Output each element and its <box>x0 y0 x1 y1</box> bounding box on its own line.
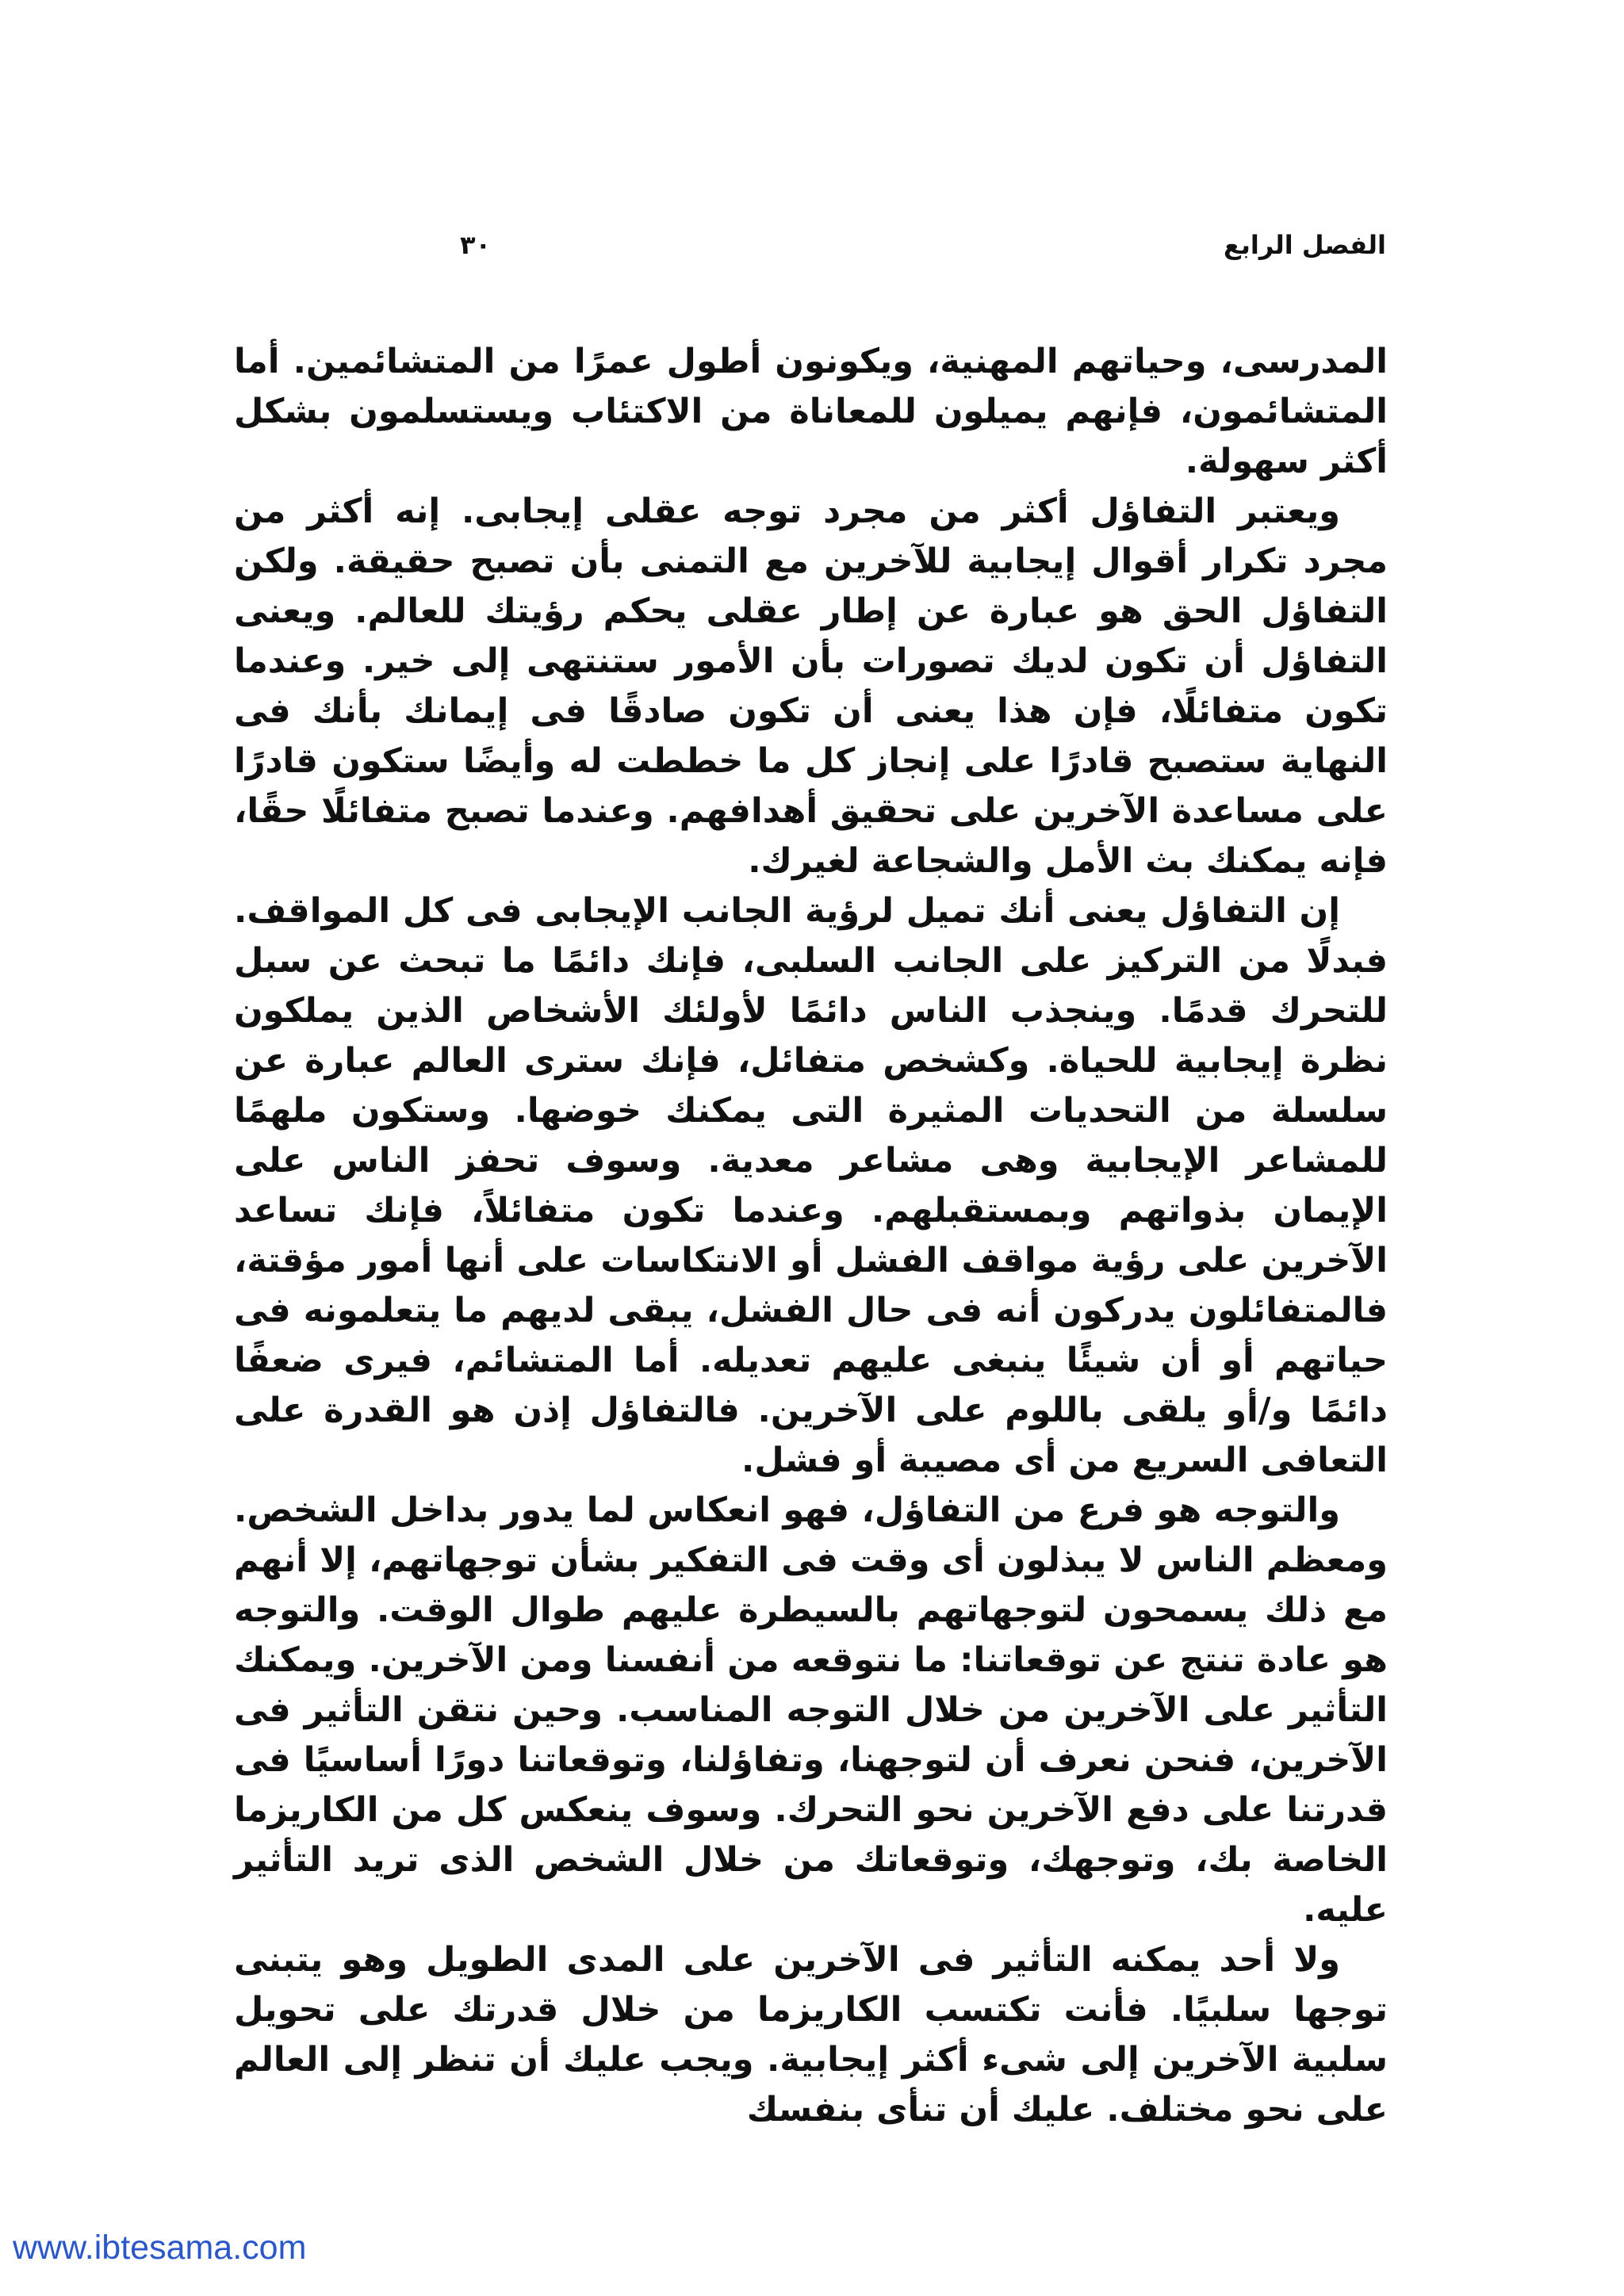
paragraph: المدرسى، وحياتهم المهنية، ويكونون أطول عمرًا من المتشائمين. أما المتشائمون، فإنهم يميلون للمعاناة من الاكتئاب ويستسلمون بشكل أكثر سهولة. <box>234 342 1388 481</box>
paragraph: ولا أحد يمكنه التأثير فى الآخرين على المدى الطويل وهو يتبنى توجها سلبيًا. فأنت تكتسب الكاريزما من خلال قدرتك على تحويل سلبية الآخرين إلى شىء أكثر إيجابية. ويجب عليك أن تنظر إلى العالم على نحو مختلف. عليك أن تنأى بنفسك <box>234 1940 1388 2130</box>
paragraph: والتوجه هو فرع من التفاؤل، فهو انعكاس لما يدور بداخل الشخص. ومعظم الناس لا يبذلون أى وقت فى التفكير بشأن توجهاتهم، إلا أنهم مع ذلك يسمحون لتوجهاتهم بالسيطرة عليهم طوال الوقت. والتوجه هو عادة تنتج عن توقعاتنا: ما نتوقعه من أنفسنا ومن الآخرين. ويمكنك التأثير على الآخرين من خلال التوجه المناسب. وحين نتقن التأثير فى الآخرين، فنحن نعرف أن لتوجهنا، وتفاؤلنا، وتوقعاتنا دورًا أساسيًا فى قدرتنا على دفع الآخرين نحو التحرك. وسوف ينعكس كل من الكاريزما الخاصة بك، وتوجهك، وتوقعاتك من خلال الشخص الذى تريد التأثير عليه. <box>234 1490 1388 1930</box>
page-header <box>270 230 1386 270</box>
body-text <box>234 337 1388 2135</box>
website-watermark: www.ibtesama.com <box>13 2229 307 2267</box>
chapter-title: الفصل الرابع <box>1224 230 1386 260</box>
paragraph: إن التفاؤل يعنى أنك تميل لرؤية الجانب الإيجابى فى كل المواقف. فبدلًا من التركيز على الجانب السلبى، فإنك دائمًا ما تبحث عن سبل للتحرك قدمًا. وينجذب الناس دائمًا لأولئك الأشخاص الذين يملكون نظرة إيجابية للحياة. وكشخص متفائل، فإنك سترى العالم عبارة عن سلسلة من التحديات المثيرة التى يمكنك خوضها. وستكون ملهمًا للمشاعر الإيجابية وهى مشاعر معدية. وسوف تحفز الناس على الإيمان بذواتهم وبمستقبلهم. وعندما تكون متفائلاً، فإنك تساعد الآخرين على رؤية مواقف الفشل أو الانتكاسات على أنها أمور مؤقتة، فالمتفائلون يدركون أنه فى حال الفشل، يبقى لديهم ما يتعلمونه فى حياتهم أو أن شيئًا ينبغى عليهم تعديله. أما المتشائم، فيرى ضعفًا دائمًا و/أو يلقى باللوم على الآخرين. فالتفاؤل إذن هو القدرة على التعافى السريع من أى مصيبة أو فشل. <box>234 891 1388 1480</box>
page-number: ٣٠ <box>460 230 492 260</box>
paragraph: ويعتبر التفاؤل أكثر من مجرد توجه عقلى إيجابى. إنه أكثر من مجرد تكرار أقوال إيجابية للآخرين مع التمنى بأن تصبح حقيقة. ولكن التفاؤل الحق هو عبارة عن إطار عقلى يحكم رؤيتك للعالم. ويعنى التفاؤل أن تكون لديك تصورات بأن الأمور ستنتهى إلى خير. وعندما تكون متفائلًا، فإن هذا يعنى أن تكون صادقًا فى إيمانك بأنك فى النهاية ستصبح قادرًا على إنجاز كل ما خططت له وأيضًا ستكون قادرًا على مساعدة الآخرين على تحقيق أهدافهم. وعندما تصبح متفائلًا حقًا، فإنه يمكنك بث الأمل والشجاعة لغيرك. <box>234 492 1388 881</box>
